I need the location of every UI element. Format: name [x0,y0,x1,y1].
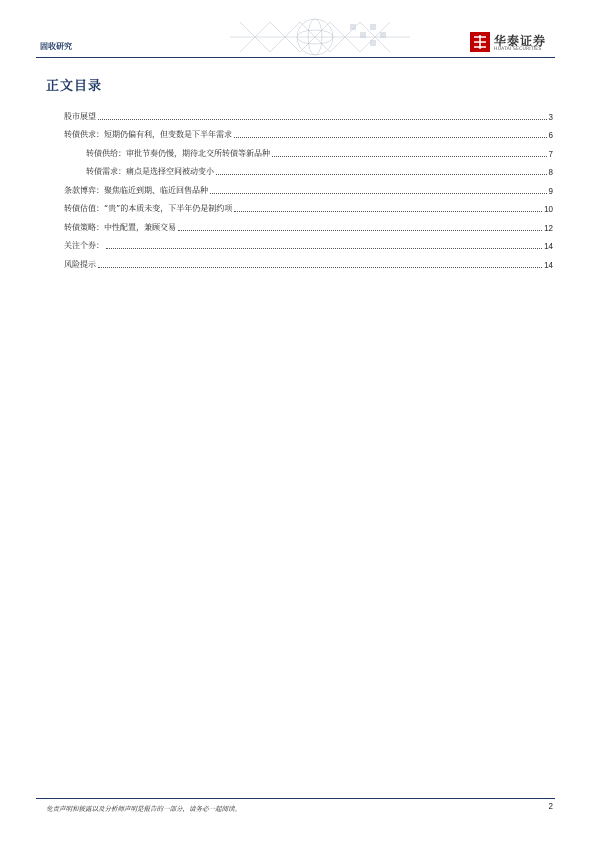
huatai-logo [470,30,560,54]
header-section-label: 固收研究 [40,42,72,51]
toc-leader-dots [234,210,542,212]
toc-entry-label: 股市展望 [64,111,96,121]
logo-chinese-name: 华泰证券 [494,34,547,48]
toc-entry-label: 转债供求：短期仍偏有利，但变数是下半年需求 [64,130,232,139]
page-header [0,0,595,62]
toc-entry-page: 8 [548,168,553,177]
toc-leader-dots [216,173,547,175]
toc-entry[interactable] [64,196,553,215]
toc-entry-page: 9 [548,186,553,196]
huatai-logo-icon [470,32,490,52]
toc-leader-dots [98,118,547,120]
toc-leader-dots [234,136,547,138]
header-decorative-graphic [230,12,410,57]
table-of-contents [64,103,553,270]
toc-entry-page: 12 [544,223,553,233]
toc-entry-page: 3 [548,112,553,122]
toc-entry[interactable] [64,251,553,270]
toc-entry-page: 14 [544,242,553,251]
toc-leader-dots [98,266,542,268]
toc-entry-page: 14 [544,260,553,270]
toc-leader-dots [210,192,547,194]
toc-entry-page: 7 [548,149,553,159]
logo-english-name: HUATAI SECURITIES [494,47,542,52]
toc-leader-dots [178,229,542,231]
toc-entry-label: 转债供给：审批节奏仍慢，期待北交所转债等新品种 [86,148,270,158]
toc-subentry[interactable] [64,159,553,178]
toc-entry[interactable] [64,103,553,122]
toc-entry-label: 关注个券： [64,241,104,250]
toc-entry[interactable] [64,177,553,196]
footer-divider [36,798,555,799]
toc-entry-label: 转债策略：中性配置，兼顾交易 [64,222,176,232]
toc-entry-label: 风险提示 [64,259,96,269]
toc-entry[interactable] [64,233,553,252]
toc-entry[interactable] [64,214,553,233]
toc-title: 正文目录 [46,79,103,94]
toc-entry-label: 转债估值：“贵”的本质未变，下半年仍是制约项 [64,204,233,213]
toc-leader-dots [272,155,547,157]
toc-entry[interactable] [64,122,553,141]
toc-entry-page: 10 [544,205,553,214]
footer-disclaimer: 免责声明和披露以及分析师声明是报告的一部分，请务必一起阅读。 [46,805,241,813]
page-number: 2 [548,802,553,811]
toc-entry-page: 6 [548,131,553,140]
header-divider [36,57,555,58]
toc-subentry[interactable] [64,140,553,159]
toc-entry-label: 转债需求：痛点是选择空间被动变小 [86,167,214,176]
toc-entry-label: 条款博弈：聚焦临近到期、临近回售品种 [64,185,208,195]
toc-leader-dots [106,247,542,249]
